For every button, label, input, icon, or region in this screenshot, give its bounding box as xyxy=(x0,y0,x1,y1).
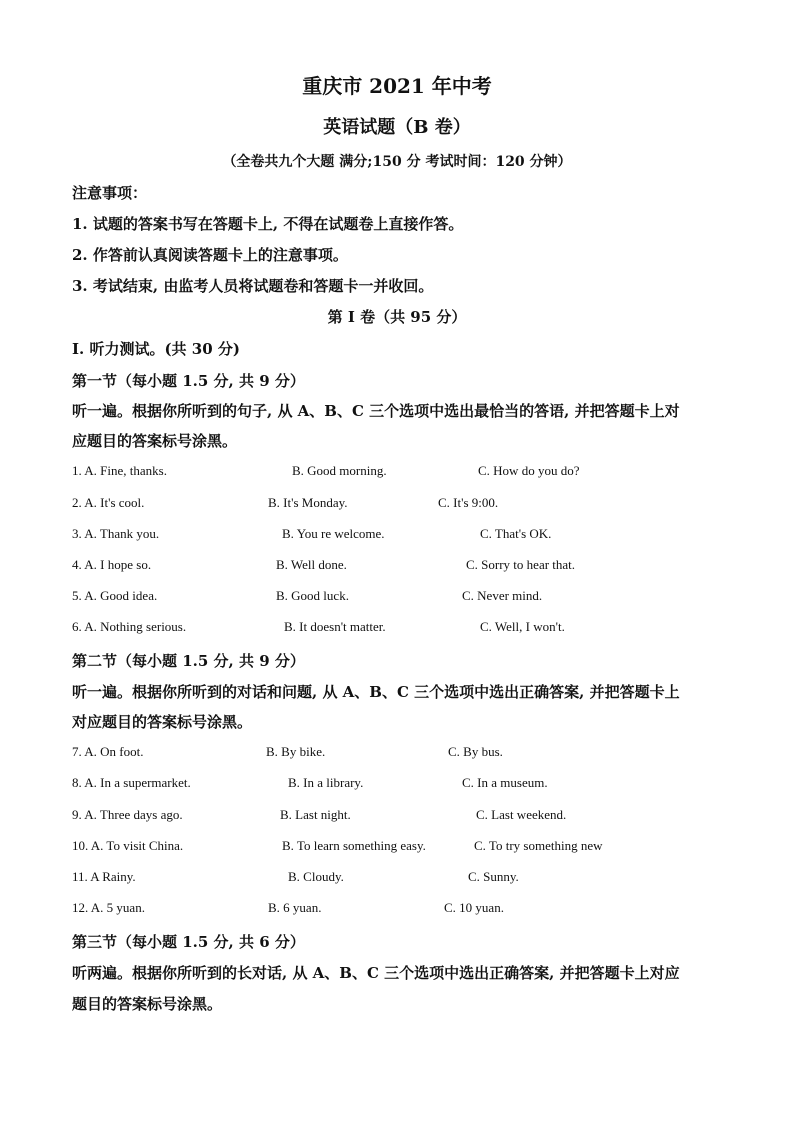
option-b: B. Well done. xyxy=(276,557,347,572)
option-b: B. Good morning. xyxy=(292,463,387,478)
question-row xyxy=(72,838,752,858)
option-b: B. Last night. xyxy=(280,807,351,822)
option-a: 12. A. 5 yuan. xyxy=(72,900,145,915)
option-a: 4. A. I hope so. xyxy=(72,557,152,572)
question-row xyxy=(72,495,752,515)
exam-info: （全卷共九个大题 满分;150 分 考试时间：120 分钟） xyxy=(222,154,572,170)
option-c: C. That's OK. xyxy=(480,526,552,541)
option-b: B. 6 yuan. xyxy=(268,900,322,915)
option-a: 3. A. Thank you. xyxy=(72,526,160,541)
option-a: 10. A. To visit China. xyxy=(72,838,184,853)
note-item: 1. 试题的答案书写在答题卡上, 不得在试题卷上直接作答。 xyxy=(72,215,464,233)
option-a: 2. A. It's cool. xyxy=(72,495,145,510)
question-row xyxy=(72,900,752,920)
question-row xyxy=(72,526,752,546)
section-title: 第一节（每小题 1.5 分, 共 9 分） xyxy=(72,372,305,390)
section-title: 第二节（每小题 1.5 分, 共 9 分） xyxy=(72,652,305,670)
option-c: C. How do you do? xyxy=(478,463,580,478)
option-b: B. To learn something easy. xyxy=(282,838,426,853)
option-c: C. 10 yuan. xyxy=(444,900,504,915)
option-a: 9. A. Three days ago. xyxy=(72,807,183,822)
section-instructions: 对应题目的答案标号涂黑。 xyxy=(72,713,253,731)
section-instructions: 听一遍。根据你所听到的对话和问题, 从 A、B、C 三个选项中选出正确答案, 并把答题卡上 xyxy=(72,683,680,701)
option-a: 1. A. Fine, thanks. xyxy=(72,463,167,478)
option-b: B. You re welcome. xyxy=(282,526,385,541)
section-instructions: 题目的答案标号涂黑。 xyxy=(72,995,223,1013)
section-instructions: 应题目的答案标号涂黑。 xyxy=(72,432,238,450)
question-row xyxy=(72,807,752,827)
exam-subtitle: 英语试题（B 卷） xyxy=(323,117,471,138)
option-a: 8. A. In a supermarket. xyxy=(72,775,191,790)
section-title: 第三节（每小题 1.5 分, 共 6 分） xyxy=(72,933,305,951)
option-c: C. Sorry to hear that. xyxy=(466,557,576,572)
question-row xyxy=(72,557,752,577)
question-row xyxy=(72,869,752,889)
section-instructions: 听一遍。根据你所听到的句子, 从 A、B、C 三个选项中选出最恰当的答语, 并把答题卡上对 xyxy=(72,402,680,420)
notes-heading: 注意事项： xyxy=(72,184,148,202)
part-heading: I. 听力测试。(共 30 分) xyxy=(72,340,240,358)
option-c: C. It's 9:00. xyxy=(438,495,499,510)
note-item: 3. 考试结束, 由监考人员将试题卷和答题卡一并收回。 xyxy=(72,277,434,295)
section-instructions: 听两遍。根据你所听到的长对话, 从 A、B、C 三个选项中选出正确答案, 并把答题卡上对应 xyxy=(72,964,680,982)
option-b: B. Cloudy. xyxy=(288,869,344,884)
option-b: B. It doesn't matter. xyxy=(284,619,386,634)
option-c: C. By bus. xyxy=(448,744,503,759)
option-b: B. It's Monday. xyxy=(268,495,348,510)
option-c: C. Sunny. xyxy=(468,869,519,884)
question-row xyxy=(72,588,752,608)
question-row xyxy=(72,775,752,795)
option-c: C. Well, I won't. xyxy=(480,619,565,634)
note-item: 2. 作答前认真阅读答题卡上的注意事项。 xyxy=(72,246,348,264)
option-b: B. In a library. xyxy=(288,775,364,790)
option-c: C. Last weekend. xyxy=(476,807,567,822)
exam-title: 重庆市 2021 年中考 xyxy=(302,74,492,98)
option-a: 11. A Rainy. xyxy=(72,869,136,884)
option-a: 5. A. Good idea. xyxy=(72,588,158,603)
question-row xyxy=(72,744,752,764)
question-row xyxy=(72,463,752,483)
question-row xyxy=(72,619,752,639)
option-b: B. By bike. xyxy=(266,744,326,759)
option-c: C. Never mind. xyxy=(462,588,543,603)
option-b: B. Good luck. xyxy=(276,588,349,603)
volume-title: 第 I 卷（共 95 分） xyxy=(327,308,467,326)
option-c: C. To try something new xyxy=(474,838,603,853)
option-c: C. In a museum. xyxy=(462,775,548,790)
option-a: 6. A. Nothing serious. xyxy=(72,619,187,634)
option-a: 7. A. On foot. xyxy=(72,744,144,759)
